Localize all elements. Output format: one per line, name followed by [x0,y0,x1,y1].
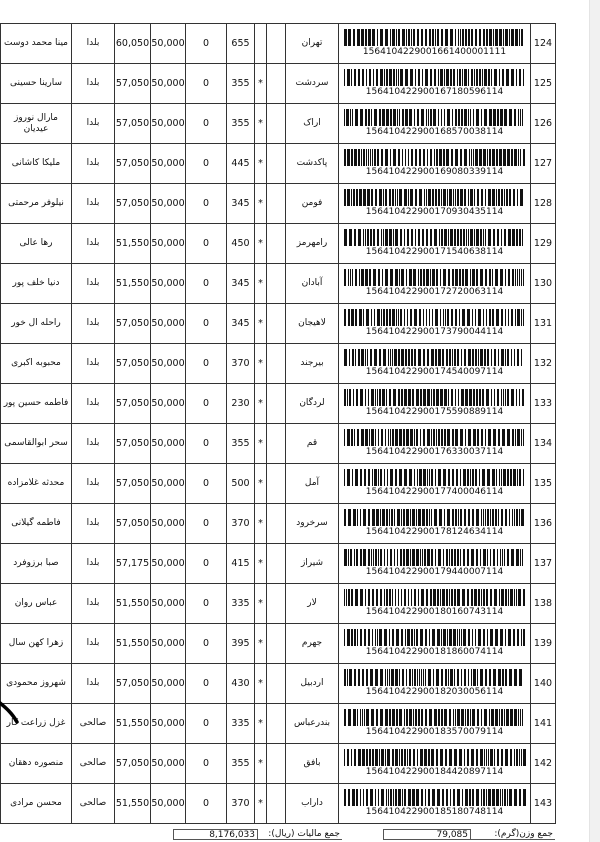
weight-cell: 370 [227,504,255,544]
base-fee-cell: 50,000 [151,664,186,704]
shipment-table-container [0,23,555,824]
base-fee-cell: 50,000 [151,264,186,304]
row-number: 143 [531,784,556,824]
extra-fee-cell: 0 [186,784,227,824]
barcode-cell [339,384,531,424]
base-fee-cell: 50,000 [151,584,186,624]
branch-name: صالحی [72,784,115,824]
tracking-number: 1564104229001661400001111 [362,47,507,57]
customer-name: فاطمه حسین پور [1,384,72,424]
amount-cell: 51,550 [115,264,151,304]
tracking-number: 156410422900173790044114 [365,327,504,337]
customer-name: مینا محمد دوست [1,24,72,64]
customer-name: محسن مرادی [1,784,72,824]
destination-city: بیرجند [286,344,339,384]
row-number: 126 [531,104,556,144]
empty-cell [267,304,286,344]
row-number: 128 [531,184,556,224]
mark-cell: * [255,144,267,184]
branch-name: بلدا [72,424,115,464]
destination-city: داراب [286,784,339,824]
extra-fee-cell: 0 [186,264,227,304]
customer-name: صبا برزوفرد [1,544,72,584]
row-number: 127 [531,144,556,184]
branch-name: صالحی [72,704,115,744]
empty-cell [267,584,286,624]
tracking-number: 156410422900171540638114 [365,247,504,257]
weight-cell: 655 [227,24,255,64]
extra-fee-cell: 0 [186,464,227,504]
weight-cell: 355 [227,64,255,104]
destination-city: بندرعباس [286,704,339,744]
table-row [1,784,556,824]
branch-name: بلدا [72,344,115,384]
customer-name: رها عالی [1,224,72,264]
base-fee-cell: 50,000 [151,504,186,544]
barcode-icon [344,69,526,86]
mark-cell: * [255,704,267,744]
empty-cell [267,544,286,584]
destination-city: سرخرود [286,504,339,544]
empty-cell [267,144,286,184]
barcode-cell [339,344,531,384]
barcode-cell [339,784,531,824]
base-fee-cell: 50,000 [151,144,186,184]
table-row [1,504,556,544]
amount-cell: 57,050 [115,504,151,544]
empty-cell [267,664,286,704]
empty-cell [267,24,286,64]
destination-city: جهرم [286,624,339,664]
table-row [1,304,556,344]
barcode-cell [339,184,531,224]
destination-city: رامهرمز [286,224,339,264]
extra-fee-cell: 0 [186,144,227,184]
empty-cell [267,224,286,264]
destination-city: قم [286,424,339,464]
destination-city: تهران [286,24,339,64]
barcode-icon [344,509,526,526]
branch-name: بلدا [72,264,115,304]
row-number: 124 [531,24,556,64]
branch-name: بلدا [72,584,115,624]
barcode-icon [344,309,526,326]
weight-cell: 345 [227,264,255,304]
amount-cell: 51,550 [115,704,151,744]
amount-cell: 57,050 [115,424,151,464]
weight-cell: 335 [227,704,255,744]
barcode-icon [344,269,526,286]
destination-city: اردبیل [286,664,339,704]
barcode-icon [344,349,526,366]
barcode-cell [339,304,531,344]
tracking-number: 156410422900177400046114 [365,487,504,497]
barcode-icon [344,29,526,46]
barcode-icon [344,109,526,126]
tracking-number: 156410422900172720063114 [365,287,504,297]
barcode-icon [344,149,526,166]
branch-name: بلدا [72,664,115,704]
base-fee-cell: 50,000 [151,424,186,464]
branch-name: بلدا [72,144,115,184]
tracking-number: 156410422900175590889114 [365,407,504,417]
empty-cell [267,704,286,744]
mark-cell: * [255,624,267,664]
tax-total-label: جمع مالیات (ریال): [258,829,342,840]
destination-city: فومن [286,184,339,224]
mark-cell: * [255,784,267,824]
tracking-number: 156410422900180160743114 [365,607,504,617]
barcode-cell [339,504,531,544]
branch-name: بلدا [72,504,115,544]
extra-fee-cell: 0 [186,64,227,104]
barcode-cell [339,624,531,664]
customer-name: غزل زراعت کار [1,704,72,744]
base-fee-cell: 50,000 [151,344,186,384]
amount-cell: 51,550 [115,784,151,824]
table-row [1,544,556,584]
extra-fee-cell: 0 [186,704,227,744]
mark-cell: * [255,344,267,384]
extra-fee-cell: 0 [186,184,227,224]
customer-name: عباس روان [1,584,72,624]
customer-name: سارینا حسینی [1,64,72,104]
extra-fee-cell: 0 [186,304,227,344]
extra-fee-cell: 0 [186,104,227,144]
barcode-icon [344,789,526,806]
amount-cell: 57,175 [115,544,151,584]
destination-city: آبادان [286,264,339,304]
weight-cell: 370 [227,344,255,384]
table-row [1,184,556,224]
weight-cell: 355 [227,424,255,464]
mark-cell [255,24,267,64]
extra-fee-cell: 0 [186,224,227,264]
mark-cell: * [255,664,267,704]
amount-cell: 57,050 [115,144,151,184]
barcode-cell [339,64,531,104]
row-number: 140 [531,664,556,704]
amount-cell: 57,050 [115,304,151,344]
base-fee-cell: 50,000 [151,384,186,424]
destination-city: بافق [286,744,339,784]
weight-cell: 355 [227,104,255,144]
empty-cell [267,184,286,224]
shipment-table [0,23,556,824]
row-number: 137 [531,544,556,584]
barcode-cell [339,544,531,584]
weight-cell: 230 [227,384,255,424]
table-row [1,584,556,624]
row-number: 131 [531,304,556,344]
table-row [1,104,556,144]
branch-name: بلدا [72,304,115,344]
mark-cell: * [255,264,267,304]
branch-name: بلدا [72,104,115,144]
destination-city: لار [286,584,339,624]
tracking-number: 156410422900182030056114 [365,687,504,697]
extra-fee-cell: 0 [186,544,227,584]
base-fee-cell: 50,000 [151,104,186,144]
row-number: 139 [531,624,556,664]
mark-cell: * [255,64,267,104]
branch-name: بلدا [72,464,115,504]
row-number: 135 [531,464,556,504]
base-fee-cell: 50,000 [151,704,186,744]
row-number: 129 [531,224,556,264]
branch-name: بلدا [72,64,115,104]
barcode-cell [339,264,531,304]
amount-cell: 57,050 [115,104,151,144]
mark-cell: * [255,224,267,264]
amount-cell: 57,050 [115,64,151,104]
customer-name: محدثه غلامزاده [1,464,72,504]
customer-name: دنیا خلف پور [1,264,72,304]
branch-name: بلدا [72,224,115,264]
extra-fee-cell: 0 [186,664,227,704]
tracking-number: 156410422900183570079114 [365,727,504,737]
base-fee-cell: 50,000 [151,304,186,344]
base-fee-cell: 50,000 [151,544,186,584]
base-fee-cell: 50,000 [151,64,186,104]
amount-cell: 57,050 [115,344,151,384]
empty-cell [267,344,286,384]
table-row [1,224,556,264]
mark-cell: * [255,504,267,544]
extra-fee-cell: 0 [186,344,227,384]
amount-cell: 60,050 [115,24,151,64]
branch-name: صالحی [72,744,115,784]
base-fee-cell: 50,000 [151,744,186,784]
tracking-number: 156410422900170930435114 [365,207,504,217]
weight-cell: 450 [227,224,255,264]
mark-cell: * [255,544,267,584]
customer-name: منصوره دهقان [1,744,72,784]
mark-cell: * [255,744,267,784]
weight-cell: 430 [227,664,255,704]
barcode-icon [344,749,526,766]
barcode-cell [339,744,531,784]
weight-cell: 335 [227,584,255,624]
tracking-number: 156410422900167180596114 [365,87,504,97]
table-row [1,384,556,424]
customer-name: محبوبه اکبری [1,344,72,384]
base-fee-cell: 50,000 [151,184,186,224]
customer-name: نیلوفر مرحمتی [1,184,72,224]
amount-cell: 51,550 [115,624,151,664]
barcode-cell [339,24,531,64]
barcode-icon [344,389,526,406]
weight-cell: 415 [227,544,255,584]
row-number: 133 [531,384,556,424]
pen-stroke-mark [0,700,30,730]
tracking-number: 156410422900169080339114 [365,167,504,177]
empty-cell [267,424,286,464]
tax-total-value: 8,176,033 [173,829,258,840]
tracking-number: 156410422900184420897114 [365,767,504,777]
empty-cell [267,624,286,664]
row-number: 125 [531,64,556,104]
mark-cell: * [255,184,267,224]
barcode-cell [339,464,531,504]
barcode-cell [339,424,531,464]
table-row [1,264,556,304]
weight-cell: 345 [227,304,255,344]
row-number: 141 [531,704,556,744]
row-number: 132 [531,344,556,384]
row-number: 134 [531,424,556,464]
destination-city: آمل [286,464,339,504]
base-fee-cell: 50,000 [151,464,186,504]
row-number: 142 [531,744,556,784]
destination-city: شیراز [286,544,339,584]
empty-cell [267,264,286,304]
destination-city: لاهیجان [286,304,339,344]
barcode-icon [344,589,526,606]
mark-cell: * [255,424,267,464]
weight-cell: 445 [227,144,255,184]
table-row [1,664,556,704]
customer-name: ملیکا کاشانی [1,144,72,184]
mark-cell: * [255,464,267,504]
tracking-number: 156410422900179440007114 [365,567,504,577]
table-row [1,424,556,464]
empty-cell [267,384,286,424]
barcode-icon [344,669,526,686]
table-row [1,464,556,504]
tracking-number: 156410422900174540097114 [365,367,504,377]
barcode-cell [339,104,531,144]
weight-cell: 395 [227,624,255,664]
tracking-number: 156410422900168570038114 [365,127,504,137]
weight-cell: 355 [227,744,255,784]
extra-fee-cell: 0 [186,624,227,664]
branch-name: بلدا [72,384,115,424]
row-number: 130 [531,264,556,304]
barcode-cell [339,144,531,184]
mark-cell: * [255,584,267,624]
table-row [1,624,556,664]
extra-fee-cell: 0 [186,584,227,624]
amount-cell: 57,050 [115,744,151,784]
base-fee-cell: 50,000 [151,24,186,64]
row-number: 138 [531,584,556,624]
barcode-cell [339,664,531,704]
base-fee-cell: 50,000 [151,784,186,824]
destination-city: اراک [286,104,339,144]
base-fee-cell: 50,000 [151,224,186,264]
customer-name: مارال نوروز عیدیان [1,104,72,144]
barcode-cell [339,584,531,624]
tracking-number: 156410422900176330037114 [365,447,504,457]
amount-cell: 57,050 [115,384,151,424]
row-number: 136 [531,504,556,544]
branch-name: بلدا [72,624,115,664]
barcode-cell [339,704,531,744]
base-fee-cell: 50,000 [151,624,186,664]
customer-name: فاطمه گیلانی [1,504,72,544]
customer-name: زهرا کهن سال [1,624,72,664]
weight-total-value: 79,085 [383,829,471,840]
destination-city: پاکدشت [286,144,339,184]
table-row [1,144,556,184]
amount-cell: 51,550 [115,584,151,624]
mark-cell: * [255,384,267,424]
mark-cell: * [255,304,267,344]
table-row [1,24,556,64]
amount-cell: 57,050 [115,184,151,224]
customer-name: سحر ابوالقاسمی [1,424,72,464]
extra-fee-cell: 0 [186,24,227,64]
destination-city: سردشت [286,64,339,104]
amount-cell: 51,550 [115,224,151,264]
barcode-icon [344,469,526,486]
barcode-icon [344,229,526,246]
barcode-icon [344,709,526,726]
extra-fee-cell: 0 [186,384,227,424]
empty-cell [267,744,286,784]
branch-name: بلدا [72,544,115,584]
table-row [1,344,556,384]
empty-cell [267,104,286,144]
weight-cell: 345 [227,184,255,224]
barcode-cell [339,224,531,264]
weight-cell: 370 [227,784,255,824]
barcode-icon [344,549,526,566]
tracking-number: 156410422900178124634114 [365,527,504,537]
barcode-icon [344,189,526,206]
extra-fee-cell: 0 [186,424,227,464]
extra-fee-cell: 0 [186,744,227,784]
branch-name: بلدا [72,184,115,224]
barcode-icon [344,629,526,646]
empty-cell [267,464,286,504]
table-row [1,744,556,784]
tracking-number: 156410422900181860074114 [365,647,504,657]
amount-cell: 57,050 [115,464,151,504]
weight-cell: 500 [227,464,255,504]
table-row [1,64,556,104]
weight-total-label: جمع وزن(گرم): [471,829,555,840]
barcode-icon [344,429,526,446]
scrollbar[interactable] [589,0,600,842]
table-row [1,704,556,744]
extra-fee-cell: 0 [186,504,227,544]
customer-name: راحله ال خور [1,304,72,344]
empty-cell [267,784,286,824]
destination-city: لردگان [286,384,339,424]
branch-name: بلدا [72,24,115,64]
empty-cell [267,64,286,104]
mark-cell: * [255,104,267,144]
tracking-number: 156410422900185180748114 [365,807,504,817]
customer-name: شهروز محمودی [1,664,72,704]
empty-cell [267,504,286,544]
amount-cell: 57,050 [115,664,151,704]
